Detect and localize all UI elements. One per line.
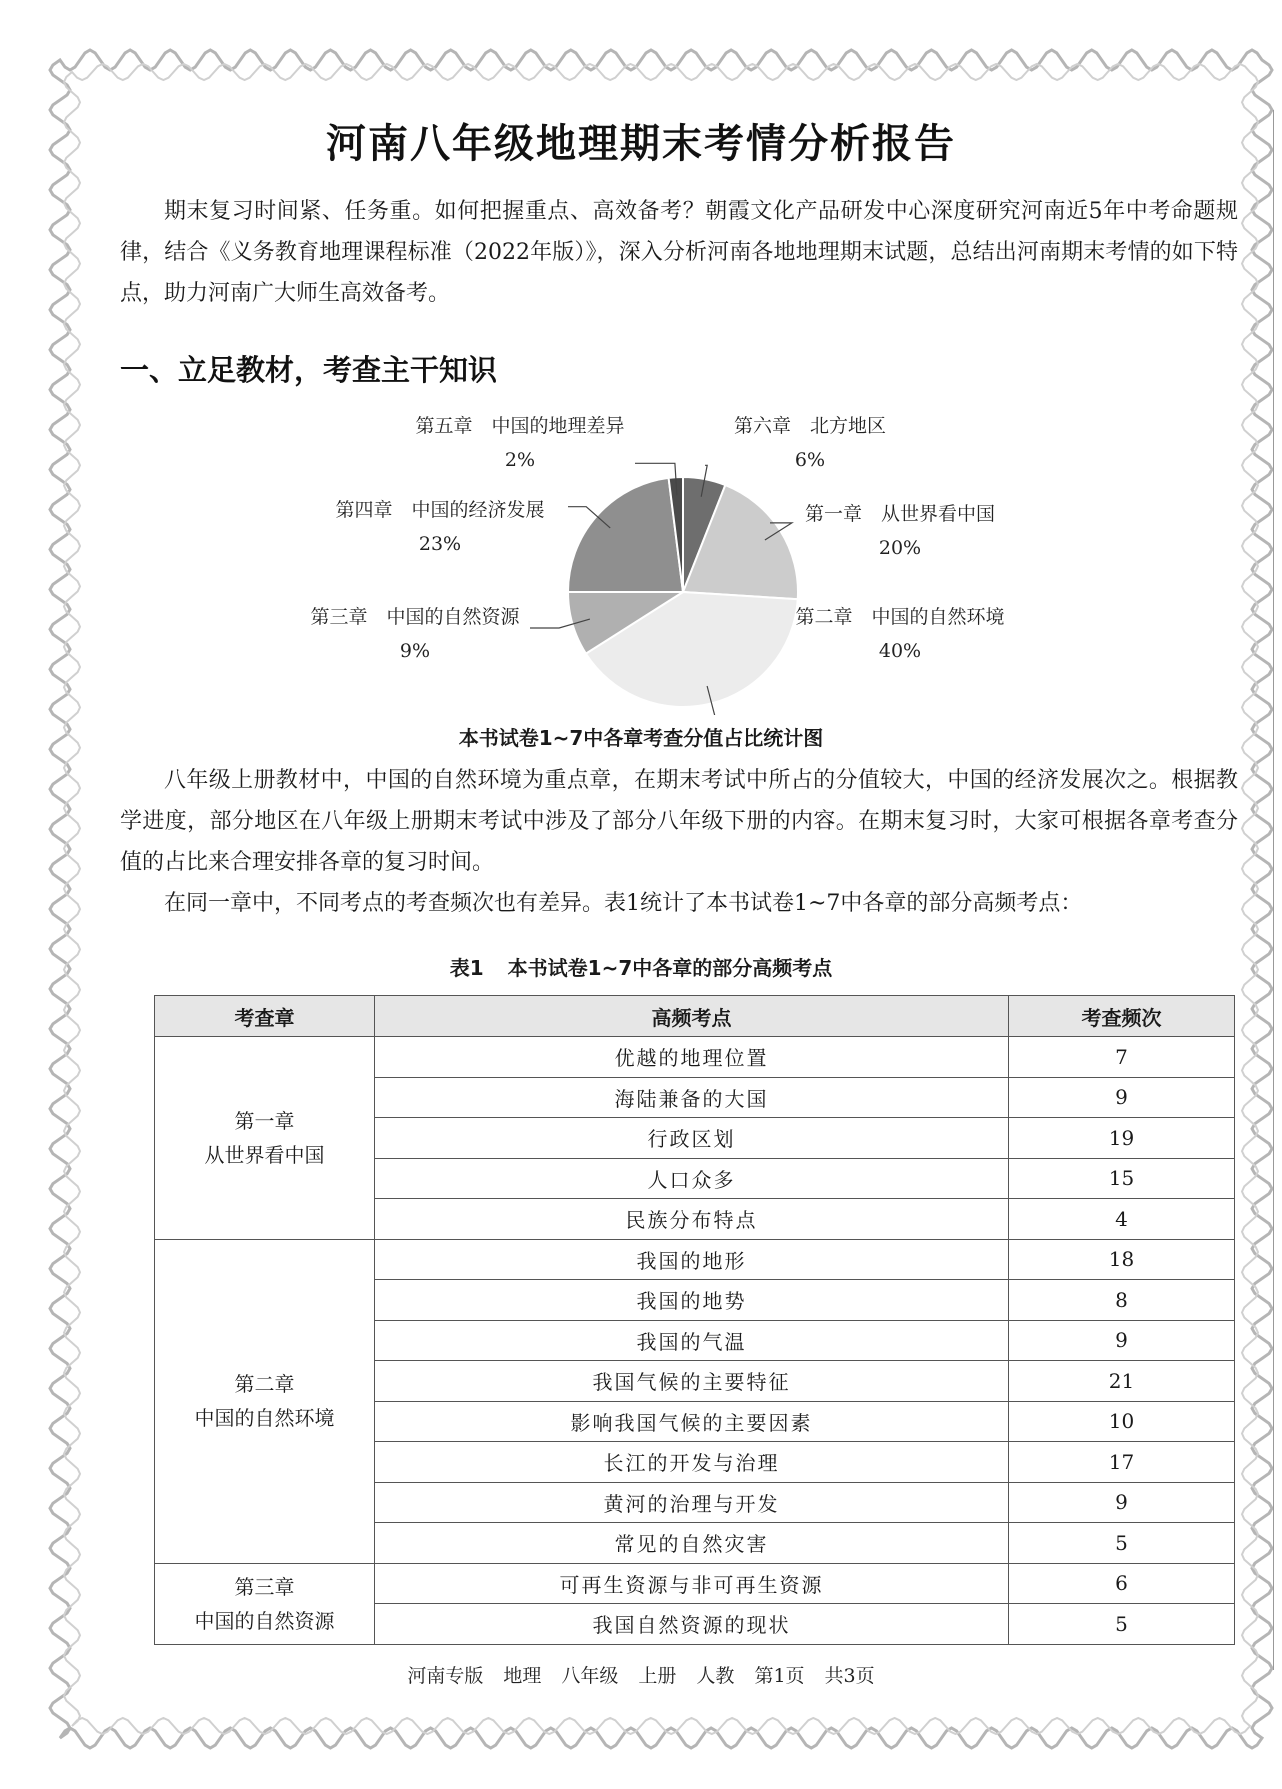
chapter-title: 中国的自然资源 <box>194 1608 335 1633</box>
footer-volume: 上册 <box>638 1665 677 1687</box>
chart-caption: 本书试卷1~7中各章考查分值占比统计图 <box>458 726 824 750</box>
frequency-table <box>154 995 1235 1645</box>
chapter-cell <box>155 1037 375 1240</box>
chapter-cell <box>155 1563 375 1644</box>
section-heading-1: 一、立足教材，考查主干知识 <box>120 353 498 387</box>
footer-page: 第1页 <box>754 1665 805 1687</box>
point-cell: 长江的开发与治理 <box>375 1442 1009 1483</box>
table-row <box>155 1239 1235 1280</box>
header-chapter: 考查章 <box>155 996 375 1037</box>
pie-label-3: 第三章 中国的自然资源 <box>310 606 520 628</box>
footer-subject: 地理 <box>503 1665 542 1687</box>
pie-label-4: 第四章 中国的经济发展 <box>335 499 545 521</box>
right-margin-rule <box>1273 110 1274 1670</box>
pie-value-label-4: 23% <box>418 533 462 555</box>
footer-publisher: 人教 <box>696 1665 735 1687</box>
chapter-number: 第三章 <box>234 1574 295 1599</box>
page-footer <box>0 1661 1282 1688</box>
point-cell: 人口众多 <box>375 1158 1009 1199</box>
point-cell: 可再生资源与非可再生资源 <box>375 1563 1009 1604</box>
footer-total: 共3页 <box>824 1665 875 1687</box>
table-row <box>155 1037 1235 1078</box>
count-cell: 8 <box>1009 1280 1235 1321</box>
header-point: 高频考点 <box>375 996 1009 1037</box>
pie-value-label-5: 2% <box>504 449 536 471</box>
intro-paragraph: 期末复习时间紧、任务重。如何把握重点、高效备考？朝霞文化产品研发中心深度研究河南近5年中考命题规律，结合《义务教育地理课程标准（2022年版）》，深入分析河南各地地理期末试题，总结出河南期末考情的如下特点，助力河南广大师生高效备考。 <box>120 199 1238 306</box>
point-cell: 行政区划 <box>375 1118 1009 1159</box>
footer-edition: 河南专版 <box>407 1665 484 1687</box>
pie-value-label-6: 6% <box>794 449 826 471</box>
analysis-paragraph: 八年级上册教材中，中国的自然环境为重点章，在期末考试中所占的分值较大，中国的经济发展次之。根据教学进度，部分地区在八年级上册期末考试中涉及了部分八年级下册的内容。在期末复习时，大家可根据各章考查分值的占比来合理安排各章的复习时间。 <box>120 768 1238 875</box>
count-cell: 4 <box>1009 1199 1235 1240</box>
pie-chart <box>0 405 1282 715</box>
chapter-title: 从世界看中国 <box>204 1142 325 1167</box>
count-cell: 6 <box>1009 1563 1235 1604</box>
point-cell: 我国的地形 <box>375 1239 1009 1280</box>
table-intro-paragraph: 在同一章中，不同考点的考查频次也有差异。表1统计了本书试卷1~7中各章的部分高频考点： <box>164 891 1083 916</box>
count-cell: 19 <box>1009 1118 1235 1159</box>
point-cell: 海陆兼备的大国 <box>375 1077 1009 1118</box>
pie-value-label-2: 40% <box>878 640 922 662</box>
count-cell: 9 <box>1009 1077 1235 1118</box>
chapter-cell <box>155 1239 375 1563</box>
chapter-number: 第一章 <box>234 1108 295 1133</box>
count-cell: 9 <box>1009 1482 1235 1523</box>
count-cell: 17 <box>1009 1442 1235 1483</box>
pie-label-2: 第二章 中国的自然环境 <box>795 606 1005 628</box>
pie-label-6: 第六章 北方地区 <box>733 415 887 437</box>
point-cell: 民族分布特点 <box>375 1199 1009 1240</box>
table-caption <box>0 952 1282 981</box>
point-cell: 我国的气温 <box>375 1320 1009 1361</box>
table-header-row <box>155 996 1235 1037</box>
count-cell: 9 <box>1009 1320 1235 1361</box>
pie-value-label-3: 9% <box>399 640 431 662</box>
pie-slice-4 <box>568 478 683 592</box>
chapter-number: 第二章 <box>234 1372 295 1396</box>
count-cell: 21 <box>1009 1361 1235 1402</box>
count-cell: 18 <box>1009 1239 1235 1280</box>
page-title: 河南八年级地理期末考情分析报告 <box>326 121 956 167</box>
point-cell: 我国自然资源的现状 <box>375 1604 1009 1645</box>
header-count: 考查频次 <box>1009 996 1235 1037</box>
point-cell: 我国的地势 <box>375 1280 1009 1321</box>
count-cell: 10 <box>1009 1401 1235 1442</box>
chapter-title: 中国的自然环境 <box>194 1406 335 1430</box>
table-caption-text: 本书试卷1~7中各章的部分高频考点 <box>507 956 833 980</box>
footer-grade: 八年级 <box>561 1665 619 1687</box>
pie-label-5: 第五章 中国的地理差异 <box>415 415 625 437</box>
point-cell: 常见的自然灾害 <box>375 1523 1009 1564</box>
point-cell: 我国气候的主要特征 <box>375 1361 1009 1402</box>
table-row <box>155 1563 1235 1604</box>
pie-value-label-1: 20% <box>878 537 922 559</box>
count-cell: 15 <box>1009 1158 1235 1199</box>
pie-label-1: 第一章 从世界看中国 <box>804 503 996 525</box>
count-cell: 7 <box>1009 1037 1235 1078</box>
point-cell: 优越的地理位置 <box>375 1037 1009 1078</box>
point-cell: 影响我国气候的主要因素 <box>375 1401 1009 1442</box>
point-cell: 黄河的治理与开发 <box>375 1482 1009 1523</box>
count-cell: 5 <box>1009 1604 1235 1645</box>
table-caption-number: 表1 <box>449 956 484 980</box>
count-cell: 5 <box>1009 1523 1235 1564</box>
